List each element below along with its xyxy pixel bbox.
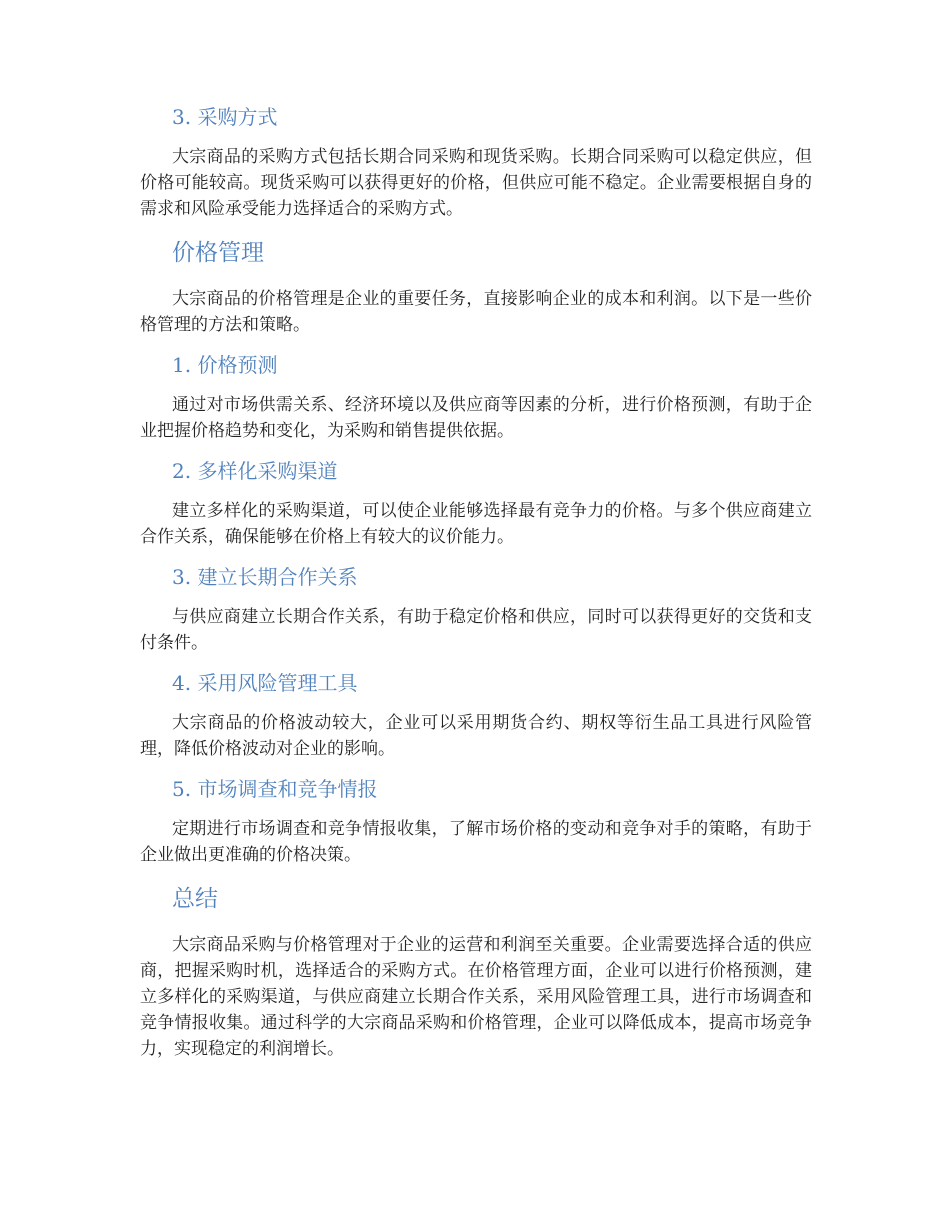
heading-summary: 总结 bbox=[172, 886, 218, 912]
heading-price-forecast: 1. 价格预测 bbox=[172, 353, 278, 377]
paragraph-price-forecast: 通过对市场供需关系、经济环境以及供应商等因素的分析，进行价格预测，有助于企业把握价格趋势和变化，为采购和销售提供依据。 bbox=[140, 395, 812, 441]
heading-risk-tools: 4. 采用风险管理工具 bbox=[172, 671, 358, 695]
heading-purchase-method: 3. 采购方式 bbox=[172, 105, 278, 129]
heading-diversified-channels: 2. 多样化采购渠道 bbox=[172, 459, 338, 483]
heading-market-research: 5. 市场调查和竞争情报 bbox=[172, 777, 378, 801]
paragraph-diversified-channels: 建立多样化的采购渠道，可以使企业能够选择最有竞争力的价格。与多个供应商建立合作关系，确保能够在价格上有较大的议价能力。 bbox=[140, 501, 812, 547]
heading-long-term-cooperation: 3. 建立长期合作关系 bbox=[172, 565, 358, 589]
paragraph-purchase-method: 大宗商品的采购方式包括长期合同采购和现货采购。长期合同采购可以稳定供应，但价格可能较高。现货采购可以获得更好的价格，但供应可能不稳定。企业需要根据自身的需求和风险承受能力选择适合的采购方式。 bbox=[140, 147, 812, 219]
paragraph-risk-tools: 大宗商品的价格波动较大，企业可以采用期货合约、期权等衍生品工具进行风险管理，降低价格波动对企业的影响。 bbox=[140, 713, 812, 759]
paragraph-long-term-cooperation: 与供应商建立长期合作关系，有助于稳定价格和供应，同时可以获得更好的交货和支付条件。 bbox=[140, 607, 812, 653]
heading-price-management: 价格管理 bbox=[172, 240, 264, 266]
document-page bbox=[140, 104, 812, 1062]
paragraph-price-management: 大宗商品的价格管理是企业的重要任务，直接影响企业的成本和利润。以下是一些价格管理的方法和策略。 bbox=[140, 289, 812, 335]
paragraph-summary: 大宗商品采购与价格管理对于企业的运营和利润至关重要。企业需要选择合适的供应商，把握采购时机，选择适合的采购方式。在价格管理方面，企业可以进行价格预测，建立多样化的采购渠道，与供应商建立长期合作关系，采用风险管理工具，进行市场调查和竞争情报收集。通过科学的大宗商品采购和价格管理，企业可以降低成本，提高市场竞争力，实现稳定的利润增长。 bbox=[140, 935, 812, 1059]
paragraph-market-research: 定期进行市场调查和竞争情报收集，了解市场价格的变动和竞争对手的策略，有助于企业做出更准确的价格决策。 bbox=[140, 819, 812, 865]
